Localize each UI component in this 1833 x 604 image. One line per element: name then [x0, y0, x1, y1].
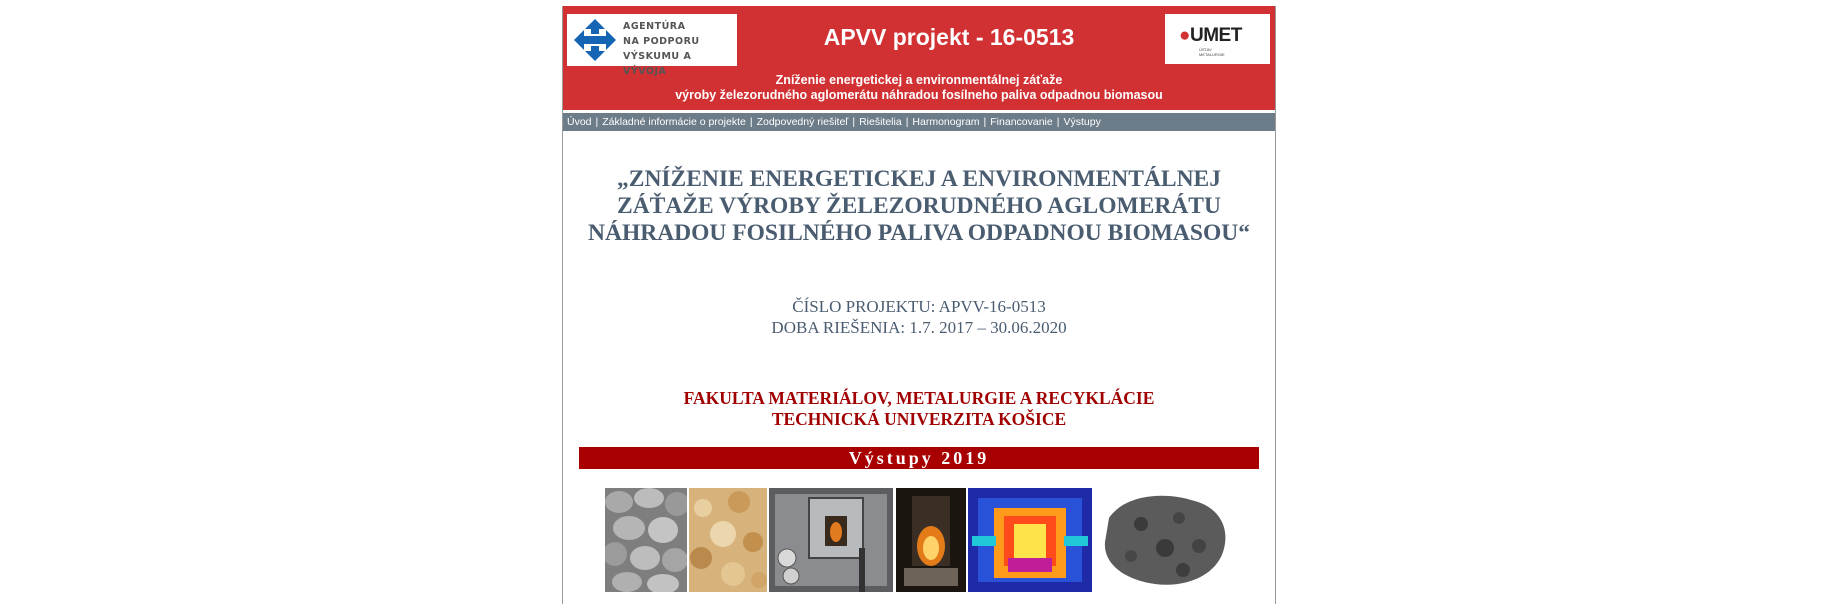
umet-logo-subtext: ÚSTAV METALURGIE [1199, 47, 1225, 57]
photo-sintering-pot [769, 488, 893, 592]
nav-link-zodpovedny-riesitel[interactable]: Zodpovedný riešiteľ [756, 116, 849, 128]
agency-logo-line: VÝSKUMU A VÝVOJA [623, 51, 692, 77]
institution [563, 388, 1275, 430]
nav-link-vystupy[interactable]: Výstupy [1063, 116, 1101, 128]
nav-link-zakladne-informacie[interactable]: Základné informácie o projekte [602, 116, 746, 128]
photo-thermal-image [968, 488, 1092, 592]
main-nav [563, 113, 1275, 131]
nav-separator: | [852, 116, 856, 128]
project-title-line: ZÁŤAŽE VÝROBY ŽELEZORUDNÉHO AGLOMERÁTU [617, 193, 1221, 219]
nav-separator: | [983, 116, 987, 128]
nav-link-riesitelia[interactable]: Riešitelia [859, 116, 902, 128]
nav-link-harmonogram[interactable]: Harmonogram [912, 116, 980, 128]
umet-logo[interactable] [1165, 14, 1270, 64]
agency-logo-line: AGENTÚRA [623, 21, 686, 32]
section-heading-outputs: Výstupy 2019 [579, 447, 1259, 469]
project-duration: DOBA RIEŠENIA: 1.7. 2017 – 30.06.2020 [771, 318, 1067, 337]
university-name: TECHNICKÁ UNIVERZITA KOŠICE [771, 409, 1067, 429]
project-number: ČÍSLO PROJEKTU: APVV-16-0513 [792, 297, 1046, 316]
nav-separator: | [1056, 116, 1060, 128]
site-subtitle-line: výroby železorudného aglomerátu náhradou fosílneho paliva odpadnou biomasou [675, 88, 1163, 102]
photo-iron-ore [605, 488, 687, 592]
project-info [563, 296, 1275, 338]
nav-link-uvod[interactable]: Úvod [567, 116, 592, 128]
project-title-line: NÁHRADOU FOSILNÉHO PALIVA ODPADNOU BIOMASOU“ [588, 220, 1250, 246]
photo-ignition-flame [896, 488, 966, 592]
project-title-line: „ZNÍŽENIE ENERGETICKEJ A ENVIRONMENTÁLNEJ [617, 166, 1221, 192]
project-title [563, 166, 1275, 247]
site-title: APVV projekt - 16-0513 [823, 24, 1075, 50]
nav-separator: | [595, 116, 599, 128]
photo-sinter-sample [1095, 488, 1235, 592]
site-header [563, 6, 1275, 110]
apvv-agency-logo[interactable] [567, 14, 737, 77]
site-subtitle [563, 73, 1275, 103]
photo-biomass-sawdust [689, 488, 767, 592]
nav-separator: | [749, 116, 753, 128]
nav-link-financovanie[interactable]: Financovanie [990, 116, 1053, 128]
page-container [562, 6, 1276, 604]
double-arrow-icon [572, 17, 618, 63]
site-subtitle-line: Zníženie energetickej a environmentálnej záťaže [775, 73, 1063, 87]
faculty-name: FAKULTA MATERIÁLOV, METALURGIE A RECYKLÁCIE [683, 388, 1155, 408]
agency-logo-line: NA PODPORU [623, 36, 700, 47]
umet-logo-text: ●UMET [1179, 25, 1242, 46]
nav-separator: | [905, 116, 909, 128]
